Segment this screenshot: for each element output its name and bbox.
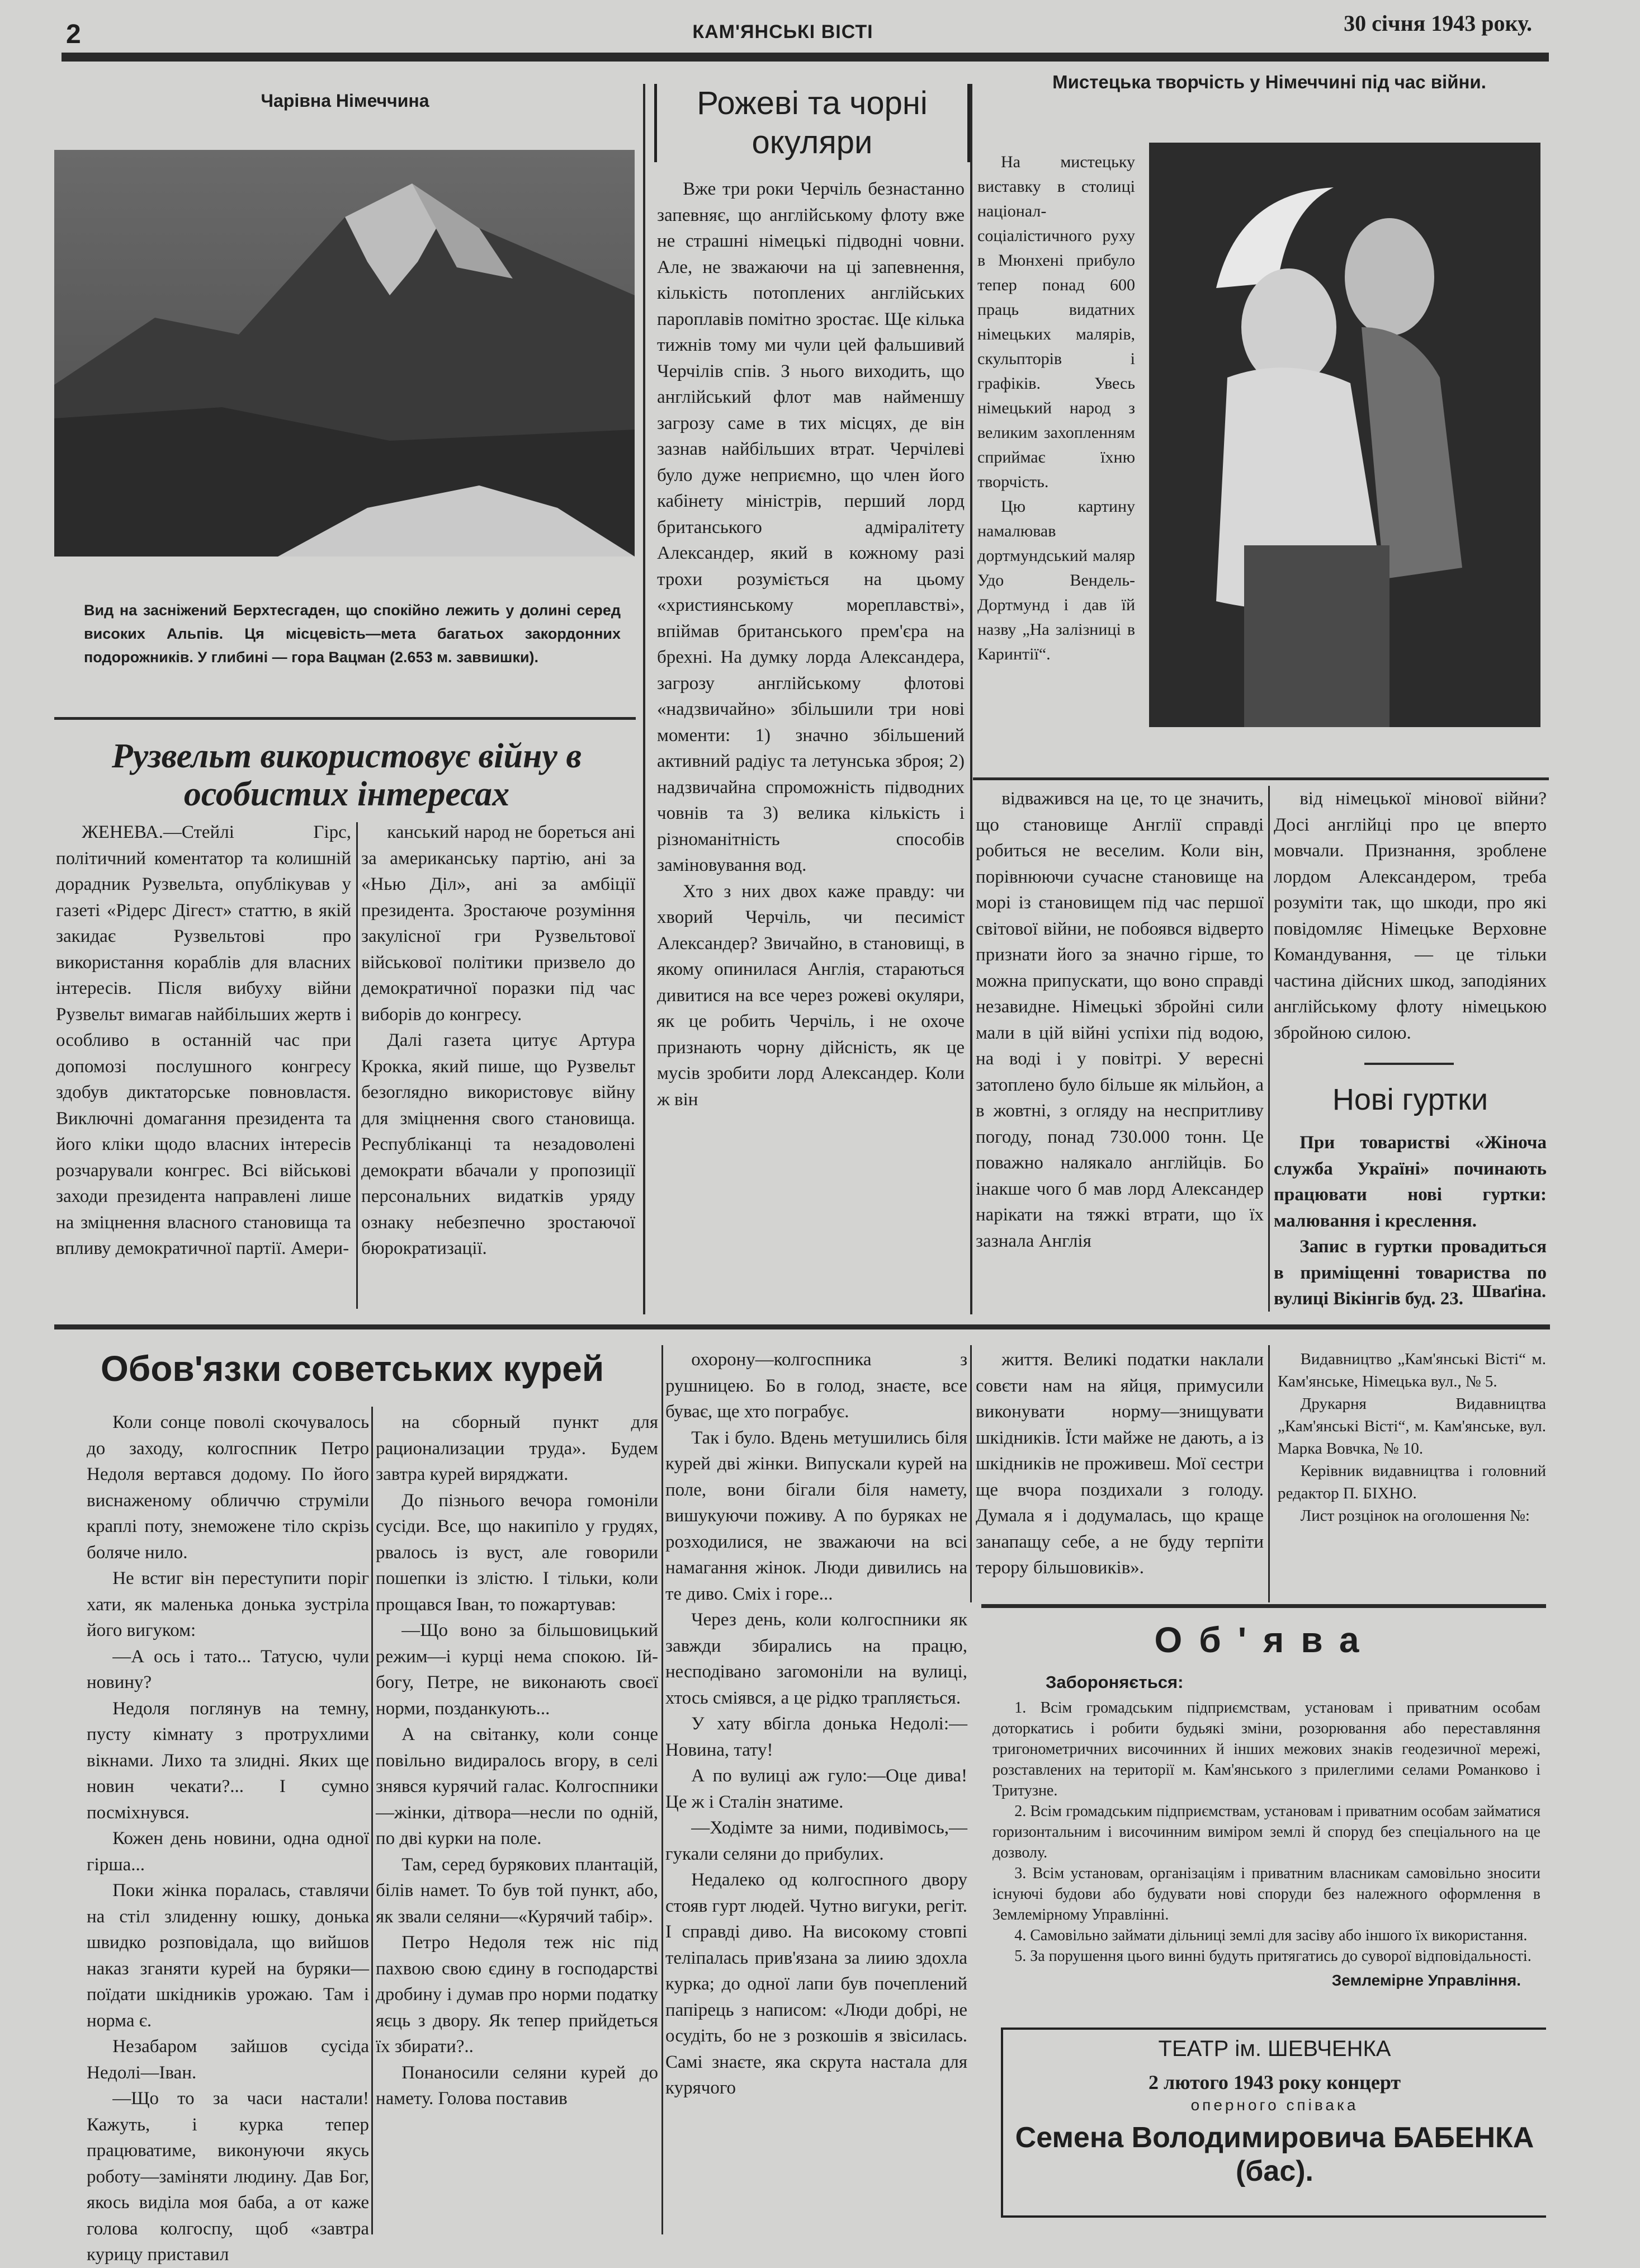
paragraph: Незабаром зайшов сусіда Недолі—Іван.	[87, 2036, 369, 2083]
paragraph: До пізнього вечора гомоніли сусіди. Все, що накипіло у грудях, рвалось із вуст, але говорили пошепки із злістю. І тільки, коли прощався Іван, то пожартував:	[376, 1490, 658, 1615]
masthead-rule	[62, 53, 1549, 62]
paragraph: Недоля поглянув на темну, пусту кімнату з протрухлими вікнами. Лихо та злидні. Яких ще новин чекати?... І сумно посміхнувся.	[87, 1698, 369, 1823]
newspaper-title: КАМ'ЯНСЬКІ ВІСТІ	[692, 21, 873, 43]
photo-title: Чарівна Німеччина	[261, 91, 429, 111]
notice-subtitle: Забороняється:	[1046, 1672, 1184, 1692]
photo-caption: Вид на засніжений Берхтесгаден, що спокійно лежить у долині серед високих Альпів. Ця місцевість—мета багатьох закордонних подорожників. У глибині — гора Вацман (2.653 м. заввишки).	[84, 602, 621, 666]
paragraph: При товаристві «Жіноча служба Україні» починають працювати нові гуртки: малювання і креслення.	[1274, 1133, 1547, 1231]
theatre-ad	[1001, 2027, 1546, 2218]
glasses-column-3	[1274, 786, 1547, 1043]
paragraph: Там, серед бурякових плантацій, білів намет. То був той пункт, або, як звали селяни—«Курячий табір».	[376, 1854, 658, 1927]
column-rule	[661, 1345, 663, 2234]
paragraph: Хто з них двох каже правду: чи хворий Черчіль, чи песиміст Александер? Звичайно, в становищі, в якому опинилася Англія, стараються дивитися на все через рожеві окуляри, як це робить Черчіль, і не охоче признають чорну дійсність, як це мусів зробити лорд Александер. Коли ж він	[657, 881, 965, 1110]
column-rule	[371, 1407, 373, 2234]
art-headline: Мистецька творчість у Німеччині під час війни.	[1052, 72, 1486, 92]
paragraph: канський народ не бореться ані за американську партію, ані за «Нью Діл», ані за амбіції президента. Зростаюче розуміння закулісної гри Рузвельтової військової політики призвело до демократичної поразки під час виборів до конгресу.	[361, 822, 635, 1025]
imprint	[1278, 1348, 1546, 1600]
column-rule	[970, 1345, 972, 1602]
notice-signature: Землемірне Управління.	[1331, 1972, 1521, 1989]
paragraph: охорону—колгоспника з рушницею. Бо в голод, знаєте, все буває, ще хто пограбує.	[665, 1350, 967, 1422]
clubs-signature: Шваґіна.	[1472, 1281, 1546, 1301]
paragraph: від німецької мінової війни? Досі англійці про це вперто мовчали. Признання, зроблене лордом Александером, треба розуміти так, що шкоди, про які повідомляє Німецьке Верховне Командування, — це тільки частина дійсних шкод, заподіяних англійському флоту німецькою збройною силою.	[1274, 789, 1547, 1043]
glasses-headline: Рожеві та чорні окуляри	[654, 84, 970, 162]
column-rule	[1268, 786, 1270, 1312]
clubs-headline: Нові гуртки	[1332, 1083, 1488, 1116]
paragraph: Друкарня Видавництва „Кам'янські Вісті“, м. Кам'янське, вул. Марка Вовчка, № 10.	[1278, 1395, 1546, 1458]
paragraph: Не встиг він переступити поріг хати, як маленька донька зустріла його вигуком:	[87, 1568, 369, 1640]
chickens-column-1	[87, 1409, 369, 2265]
roosevelt-column-2	[361, 819, 635, 1312]
painting-photo	[1149, 143, 1540, 727]
paragraph: Петро Недоля теж ніс під пахвою свою єдину в господарстві дробину і думав про норми податку яєць з двору. Як тепер прийдеться їх збирати?..	[376, 1932, 658, 2057]
issue-date: 30 січня 1943 року.	[1344, 11, 1532, 36]
theatre-performer: Семена Володимировича БАБЕНКА (бас).	[1015, 2121, 1534, 2187]
section-rule	[973, 777, 1549, 780]
theatre-date: 2 лютого 1943 року концерт	[1148, 2071, 1401, 2093]
paragraph: Вже три роки Черчіль безнастанно запевняє, що англійському флоту вже не страшні німецькі підводні човни. Але, не зважаючи на ці запевнення, кількість потоплених англійських пароплавів помітно зростає. Ще кілька тижнів тому ми чули цей фальшивий Черчілів спів. З нього виходить, що англійський флот мав найменшу загрозу саме в тих місцях, де він зазнав найбільших втрат. Черчілеві було дуже неприємно, що член його кабінету міністрів, перший лорд британського адміралітету Александер, який в кожному разі трохи розуміється на цьому «християнському мореплавстві», впіймав британського прем'єра на брехні. На думку лорда Александера, загрозу англійському флотові «надзвичайно» збільшили три нові моменти: 1) значно збільшений активний радіус та летунська зброя; 2) надзвичайна спроможність підводних човнів та 3) велика кількість і різноманітність способів заміновування вод.	[657, 179, 965, 875]
column-rule	[643, 84, 645, 1314]
berchtesgaden-photo	[54, 150, 635, 557]
glasses-column-1	[657, 176, 965, 1312]
glasses-column-2	[976, 786, 1264, 1312]
page-separator	[54, 1324, 1550, 1329]
paragraph: Запис в гуртки провадиться в приміщенні товариства по вулиці Вікінгів буд. 23.	[1274, 1237, 1547, 1309]
chickens-column-2	[376, 1409, 658, 2232]
paragraph: Понаносили селяни курей до намету. Голова поставив	[376, 2062, 658, 2109]
paragraph: Лист розцінок на оголошення №:	[1300, 1507, 1530, 1525]
paragraph: —А ось і тато... Татусю, чули новину?	[87, 1646, 369, 1692]
paragraph: відважився на це, то це значить, що становище Англії справді робиться не веселим. Коли він, порівнюючи сучасне становище на морі із становищем під час першої світової війни, не побоявся відверто признати його за значно гірше, то можна припускати, що воно справді незавидне. Німецькі збройні сили мали в цій війні успіхи під водою, на воді і у повітрі. У вересні затоплено було більше як мільйон, а в жовтні, з огляду на неспритливу погоду, понад 730.000 тонн. Це поважно налякало англійців. Бо інакше чого б мав лорд Александер нарікати на тяжкі втрати, що їх зазнала Англія	[976, 789, 1264, 1251]
section-rule	[981, 1604, 1546, 1608]
column-rule	[1268, 1345, 1270, 1602]
notice-headline: Об'ява	[1154, 1620, 1376, 1660]
paragraph: життя. Великі податки наклали совєти нам на яйця, примусили виконувати норму—знищувати шкідників. Їсти майже не дають, а із шкідників не проживеш. Мої сестри ще вчора поздихали з голоду. Думала я і додумалась, що краще занапащу себе, а не буду терпіти терору більшовиків».	[976, 1350, 1264, 1578]
paragraph: 3. Всім установам, організаціям і приватним власникам самовільно зносити існуючі будови або будувати нові споруди без належного оформлення в Землемірному Управлінні.	[992, 1865, 1540, 1923]
paragraph: 5. За порушення цього винні будуть притягатись до суворої відповідальності.	[1014, 1948, 1532, 1965]
notice-items	[992, 1698, 1540, 1965]
paragraph: Цю картину намалював дортмундський маляр Удо Вендель-Дортмунд і дав їй назву „На залізниці в Каринтії“.	[977, 497, 1135, 663]
paragraph: У хату вбігла донька Недолі:—Новина, тату!	[665, 1714, 967, 1760]
paragraph: Недалеко од колгоспного двору стояв гурт людей. Чутно вигуки, регіт. І справді диво. На високому стовпі теліпалась прив'язана за лиию здохла курка; до одної лапи був почеплений папірець з написом: «Люди добрі, не осудіть, бо не з розкошів я звісилась. Самі знаєте, яка скрута настала для курячого	[665, 1870, 967, 2098]
paragraph: —Що воно за більшовицький режим—і курці нема спокою. Ій-богу, Петре, не виконають своєї норми, позданкують...	[376, 1620, 658, 1719]
paragraph: Поки жінка поралась, ставлячи на стіл злиденну юшку, донька швидко розповідала, що вийшов наказ зганяти курей на буряки—поїдати шкідників урожаю. Там і норма є.	[87, 1880, 369, 2031]
chickens-column-4	[976, 1347, 1264, 1599]
page-number: 2	[66, 20, 81, 49]
paragraph: Далі газета цитує Артура Крокка, який пише, що Рузвельт безоглядно використовує війну для зміцнення свого становища. Республіканці та незадоволені демократи вбачали у пропозиції персональних видатків уряду ознаку небезпечно зростаючої бюрократизації.	[361, 1030, 635, 1258]
paragraph: Через день, коли колгоспники як завжди збирались на працю, несподівано загомоніли на вулиці, хтось сміявся, а це рідко трапляється.	[665, 1610, 967, 1708]
paragraph: Керівник видавництва і головний редактор П. БІХНО.	[1278, 1462, 1546, 1502]
column-rule	[970, 84, 972, 1314]
paragraph: —Ходімте за ними, подивімось,—гукали селяни до прибулих.	[665, 1818, 967, 1864]
paragraph: Видавництво „Кам'янські Вісті“ м. Кам'янське, Німецька вул., № 5.	[1278, 1350, 1546, 1390]
paragraph: 1. Всім громадським підприємствам, установам і приватним особам доторкатись і робити будьякі зміни, розорювання або переставляння тригонометричних височинних й інших межових знаків геодезичної мережі, розставлених на території м. Кам'янського з прилеглими селами Романково і Тритузне.	[992, 1699, 1540, 1799]
paragraph: 2. Всім громадським підприємствам, установам і приватним особам займатися горизонтальним і височинним виміром землі й споруд без спеціального на це дозволу.	[992, 1803, 1540, 1861]
paragraph: А по вулиці аж гуло:—Оце дива! Це ж і Сталін знатиме.	[665, 1766, 967, 1812]
paragraph: на сборный пункт для рационализации труда». Будем завтра курей виряджати.	[376, 1412, 658, 1484]
chickens-column-3	[665, 1347, 967, 2233]
caption-rule	[54, 717, 636, 720]
paragraph: Так і було. Вдень метушились біля курей дві жінки. Випускали курей на поле, вони бігали біля намету, вишукуючи поживу. А по буряках не розходилися, не зважаючи на всі намагання жінок. Люди дивились на те диво. Сміх і горе...	[665, 1427, 967, 1604]
theatre-subtitle: оперного співака	[1190, 2096, 1359, 2114]
column-rule	[356, 822, 358, 1309]
art-text	[977, 150, 1135, 737]
paragraph: —Що то за часи настали! Кажуть, і курка тепер працюватиме, виконуючи якусь роботу—заміняти людину. Дав Бог, якось виділа моя баба, а от каже голова колгоспу, щоб «завтра курицу приставил	[87, 2088, 369, 2265]
paragraph: 4. Самовільно займати дільниці землі для засіву або іншого їх використання.	[1014, 1927, 1528, 1944]
divider	[1364, 1063, 1454, 1065]
paragraph: Кожен день новини, одна одної гірша...	[87, 1828, 369, 1875]
theatre-title: ТЕАТР ім. ШЕВЧЕНКА	[1158, 2036, 1391, 2061]
paragraph: А на світанку, коли сонце повільно видиралось вгору, в селі знявся курячий галас. Колгоспники—жінки, дітвора—несли по одній, по дві курки на поле.	[376, 1724, 658, 1849]
paragraph: ЖЕНЕВА.—Стейлі Гірс, політичний коментатор та колишній дорадник Рузвельта, опублікував у газеті «Рідерс Дігест» статтю, в якій закидає Рузвельтові про використання кораблів для власних інтересів. Після вибуху війни Рузвельт вимагав найбільших жертв і особливо в останній час при допомозі послушного конгресу здобув диктаторське повновластя. Виключні домагання президента та його кліки щодо власних інтересів розчарували конгрес. Всі військові заходи президента направлені лише на зміцнення власного становища та впливу демократичної партії. Амери-	[56, 822, 351, 1258]
roosevelt-column-1	[56, 819, 351, 1312]
roosevelt-headline: Рузвельт використовує війну в особистих інтересах	[111, 737, 582, 813]
paragraph: Коли сонце поволі скочувалось до заходу, колгоспник Петро Недоля вертався додому. По його виснаженому обличчю струміли краплі поту, знеможене тіло скрізь боляче нило.	[87, 1412, 369, 1563]
paragraph: На мистецьку виставку в столиці націонал-соціалістичного руху в Мюнхені прибуло тепер понад 600 праць видатних німецьких малярів, скульпторів і графіків. Увесь німецький народ з великим захопленням сприймає їхню творчість.	[977, 153, 1135, 491]
chickens-headline: Обов'язки советських курей	[101, 1348, 604, 1389]
